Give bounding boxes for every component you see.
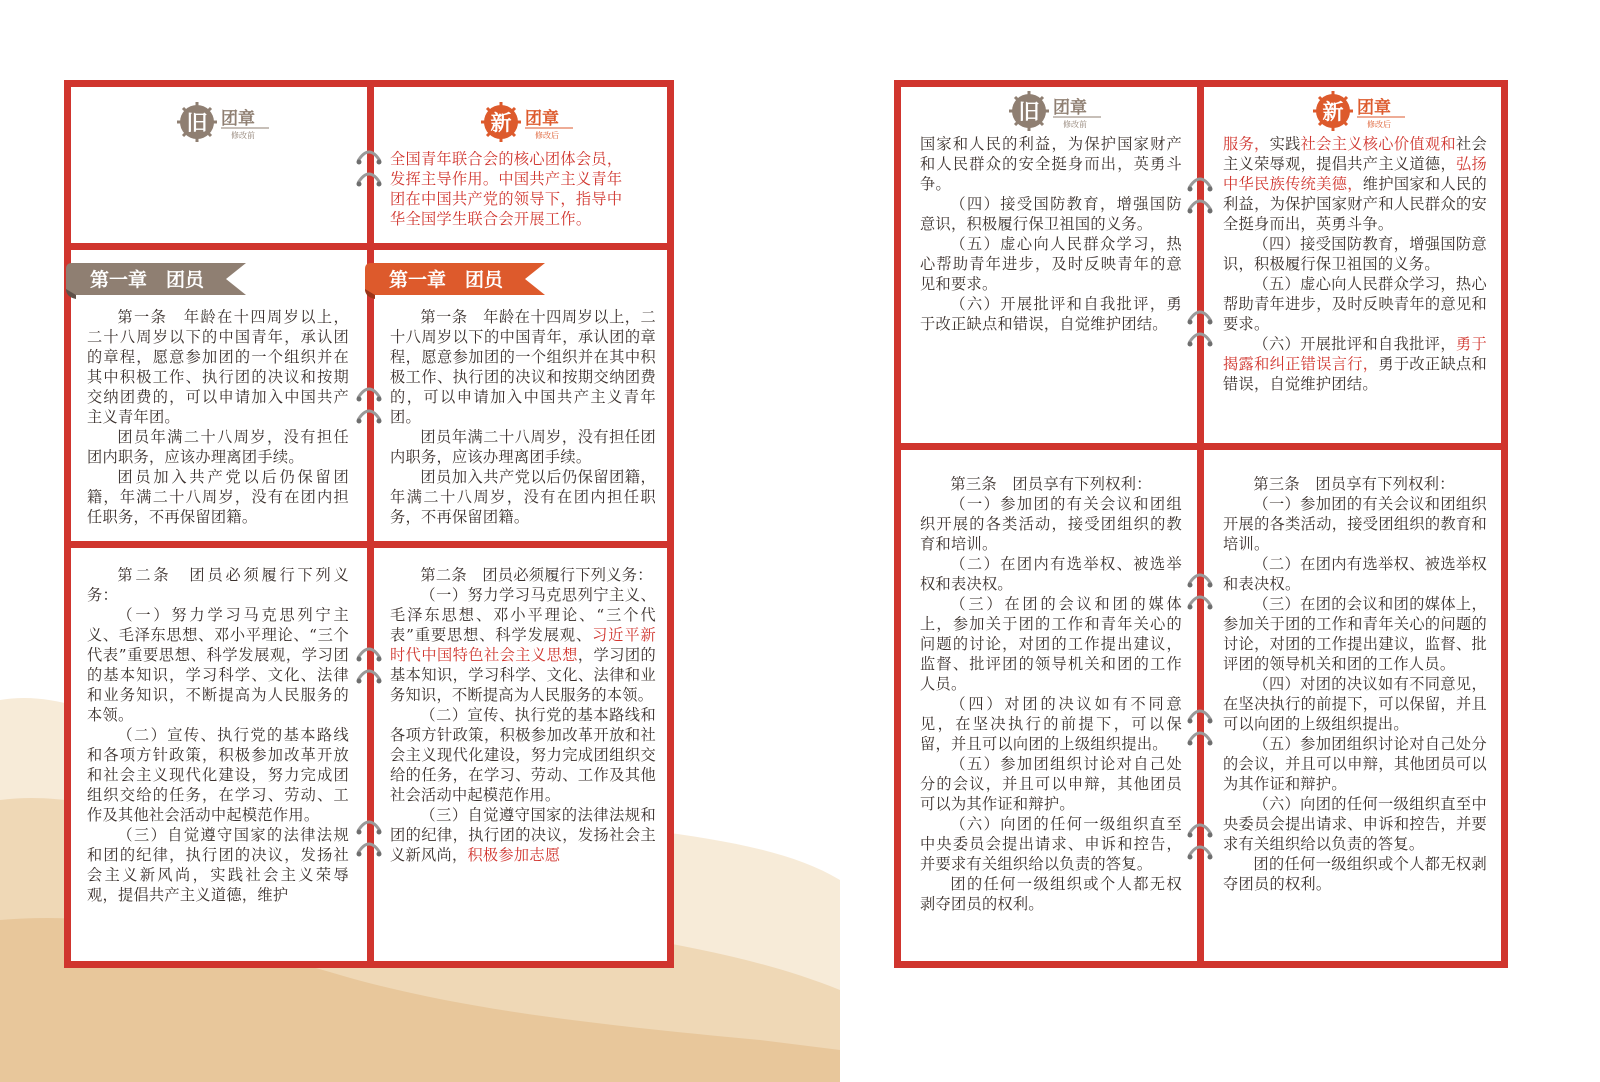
old-badge-char: 旧: [186, 111, 208, 135]
new-badge-title: 团章: [1357, 98, 1391, 118]
paragraph: （四）对团的决议如有不同意见，在坚决执行的前提下，可以保留，并且可以向团的上级组织提出。: [1223, 675, 1487, 733]
paragraph: （二）宣传、执行党的基本路线和各项方针政策，积极参加改革开放和社会主义现代化建设，努力完成团组织交给的任务，在学习、劳动、工作及其他社会活动中起模范作用。: [390, 706, 656, 804]
right-top-new-text: [1223, 134, 1487, 394]
new-badge-char: 新: [490, 111, 512, 135]
text-run: 实践: [1269, 135, 1301, 153]
binding-ring-icon: [355, 145, 383, 191]
paragraph: （一）参加团的有关会议和团组织开展的各类活动，接受团组织的教育和培训。: [920, 495, 1182, 553]
highlighted-revision: 积极参加志愿: [467, 846, 561, 864]
paragraph: （四）接受国防教育，增强国防意识，积极履行保卫祖国的义务。: [920, 195, 1182, 233]
paragraph: 团的任何一级组织或个人都无权剥夺团员的权利。: [920, 875, 1182, 913]
paragraph: （二）在团内有选举权、被选举权和表决权。: [1223, 555, 1487, 593]
text-run: 维护国家和人民的利益，为保护国家财产和人民群众的安全挺身而出，英勇斗争。: [1223, 175, 1488, 233]
old-constitution-badge: [1009, 91, 1105, 131]
article1-old: [87, 307, 349, 527]
paragraph: （三）在团的会议和团的媒体上，参加关于团的工作和青年关心的问题的讨论，对团的工作提出建议，监督、批评团的领导机关和团的工作人员。: [920, 595, 1182, 693]
article3-new: [1223, 474, 1487, 894]
old-badge-char: 旧: [1018, 100, 1040, 124]
paragraph: （五）参加团组织讨论对自己处分的会议，并且可以申辩，其他团员可以为其作证和辩护。: [920, 755, 1182, 813]
paragraph: （六）向团的任何一级组织直至中央委员会提出请求、申诉和控告，并要求有关组织给以负责的答复。: [920, 815, 1182, 873]
binding-ring-icon: [1186, 172, 1214, 218]
binding-ring-icon: [355, 815, 383, 861]
text-run: （三）自觉遵守国家的法律法规和团的纪律，执行团的决议，发扬社会主义新风尚，: [390, 806, 656, 864]
paragraph: （三）自觉遵守国家的法律法规和团的纪律，执行团的决议，发扬社会主义新风尚，实践社会主义荣辱观，提倡共产主义道德，维护: [87, 826, 349, 904]
paragraph: 第二条 团员必须履行下列义务：: [87, 566, 349, 604]
paragraph: （一）努力学习马克思列宁主义、毛泽东思想、邓小平理论、“三个代表”重要思想、科学发展观，学习团的基本知识，学习科学、文化、法律和业务知识，不断提高为人民服务的本领。: [87, 606, 349, 724]
paragraph: 团员加入共产党以后仍保留团籍，年满二十八周岁，没有在团内担任职务，不再保留团籍。: [87, 468, 349, 526]
text-line: 发挥主导作用。中国共产主义青年: [390, 170, 623, 188]
highlighted-revision: 勇于揭露和纠正错误言行，: [1223, 335, 1487, 373]
paragraph: 国家和人民的利益，为保护国家财产和人民群众的安全挺身而出，英勇斗争。: [920, 135, 1182, 193]
paragraph: 第一条 年龄在十四周岁以上，二十八周岁以下的中国青年，承认团的章程，愿意参加团的一个组织并在其中积极工作、执行团的决议和按期交纳团费的，可以申请加入中国共产主义青年团。: [87, 308, 349, 426]
old-constitution-badge: [177, 102, 273, 142]
binding-ring-icon: [1186, 305, 1214, 351]
new-constitution-badge: [1313, 91, 1409, 131]
paragraph: 第三条 团员享有下列权利：: [1253, 475, 1455, 493]
new-badge-char: 新: [1322, 100, 1344, 124]
paragraph: 第一条 年龄在十四周岁以上，二十八周岁以下的中国青年，承认团的章程，愿意参加团的一个组织并在其中积极工作、执行团的决议和按期交纳团费的，可以申请加入中国共产主义青年团。: [390, 308, 656, 426]
article1-new: [390, 307, 656, 527]
new-badge-sub: 修改后: [1367, 120, 1391, 129]
article2-new: [390, 565, 656, 865]
text-run: 社会主义荣辱观，提倡共产主义道德，: [1223, 135, 1487, 173]
paragraph: 团员年满二十八周岁，没有担任团内职务，应该办理离团手续。: [87, 428, 349, 466]
paragraph: （四）接受国防教育，增强国防意识，积极履行保卫祖国的义务。: [1223, 235, 1487, 273]
chapter-ribbon-new: [365, 259, 551, 299]
row-divider: [71, 541, 667, 548]
binding-ring-icon: [1186, 818, 1214, 864]
chapter-ribbon-old: [66, 259, 252, 299]
paragraph: （六）向团的任何一级组织直至中央委员会提出请求、申诉和控告，并要求有关组织给以负责的答复。: [1223, 795, 1487, 853]
binding-ring-icon: [355, 642, 383, 688]
new-badge-sub: 修改后: [535, 131, 559, 140]
paragraph: （五）参加团组织讨论对自己处分的会议，并且可以申辩，其他团员可以为其作证和辩护。: [1223, 735, 1487, 793]
highlighted-revision: 习近平新时代中国特色社会主义思想: [390, 626, 657, 664]
text-run: ，学习团的基本知识，学习科学、文化、法律和业务知识，不断提高为人民服务的本领。: [390, 646, 657, 704]
new-constitution-badge: [481, 102, 577, 142]
paragraph: 团的任何一级组织或个人都无权剥夺团员的权利。: [1223, 855, 1487, 893]
left-top-new-text: [390, 149, 656, 229]
old-badge-title: 团章: [221, 109, 255, 129]
text-run: 勇于改正缺点和错误，自觉维护团结。: [1223, 355, 1488, 393]
paragraph: 团员加入共产党以后仍保留团籍，年满二十八周岁，没有在团内担任职务，不再保留团籍。: [390, 468, 656, 526]
highlighted-revision: 社会主义核心价值观和: [1300, 135, 1456, 153]
text-run: （一）努力学习马克思列宁主义、毛泽东思想、邓小平理论、“三个代表”重要思想、科学发展观、: [390, 586, 656, 644]
old-badge-sub: 修改前: [231, 131, 255, 140]
highlighted-revision: 服务，: [1223, 135, 1270, 153]
old-badge-sub: 修改前: [1063, 120, 1087, 129]
chapter-title-old: 第一章 团员: [90, 269, 205, 291]
article2-old: [87, 565, 349, 905]
paragraph: （二）在团内有选举权、被选举权和表决权。: [920, 555, 1182, 593]
old-badge-title: 团章: [1053, 98, 1087, 118]
paragraph: （一）参加团的有关会议和团组织开展的各类活动，接受团组织的教育和培训。: [1223, 495, 1487, 553]
paragraph: 第二条 团员必须履行下列义务：: [420, 566, 653, 584]
text-line: 团在中国共产党的领导下，指导中: [390, 190, 623, 208]
binding-ring-icon: [1186, 568, 1214, 614]
text-line: 华全国学生联合会开展工作。: [390, 210, 592, 228]
new-badge-title: 团章: [525, 109, 559, 129]
highlighted-revision: 弘扬中华民族传统美德，: [1223, 155, 1488, 193]
row-divider: [901, 443, 1501, 450]
paragraph: （五）虚心向人民群众学习，热心帮助青年进步，及时反映青年的意见和要求。: [1223, 275, 1487, 333]
paragraph: [390, 585, 656, 705]
paragraph: [1223, 134, 1487, 234]
row-divider: [71, 243, 667, 250]
paragraph: 团员年满二十八周岁，没有担任团内职务，应该办理离团手续。: [390, 428, 656, 466]
paragraph: [390, 805, 656, 865]
paragraph: （六）开展批评和自我批评，勇于改正缺点和错误，自觉维护团结。: [920, 295, 1182, 333]
text-line: 全国青年联合会的核心团体会员，: [390, 150, 623, 168]
paragraph: 第三条 团员享有下列权利：: [950, 475, 1152, 493]
article3-old: [920, 474, 1182, 914]
paragraph: （四）对团的决议如有不同意见，在坚决执行的前提下，可以保留，并且可以向团的上级组织提出。: [920, 695, 1182, 753]
text-run: （六）开展批评和自我批评，: [1253, 335, 1456, 353]
chapter-title-new: 第一章 团员: [389, 269, 504, 291]
paragraph: （五）虚心向人民群众学习，热心帮助青年进步，及时反映青年的意见和要求。: [920, 235, 1182, 293]
paragraph: （二）宣传、执行党的基本路线和各项方针政策，积极参加改革开放和社会主义现代化建设，努力完成团组织交给的任务，在学习、劳动、工作及其他社会活动中起模范作用。: [87, 726, 349, 824]
paragraph: （三）在团的会议和团的媒体上，参加关于团的工作和青年关心的问题的讨论，对团的工作提出建议，监督、批评团的领导机关和团的工作人员。: [1223, 595, 1487, 673]
right-top-old-text: [920, 134, 1182, 334]
binding-ring-icon: [355, 382, 383, 428]
paragraph: [1223, 334, 1487, 394]
binding-ring-icon: [1186, 704, 1214, 750]
